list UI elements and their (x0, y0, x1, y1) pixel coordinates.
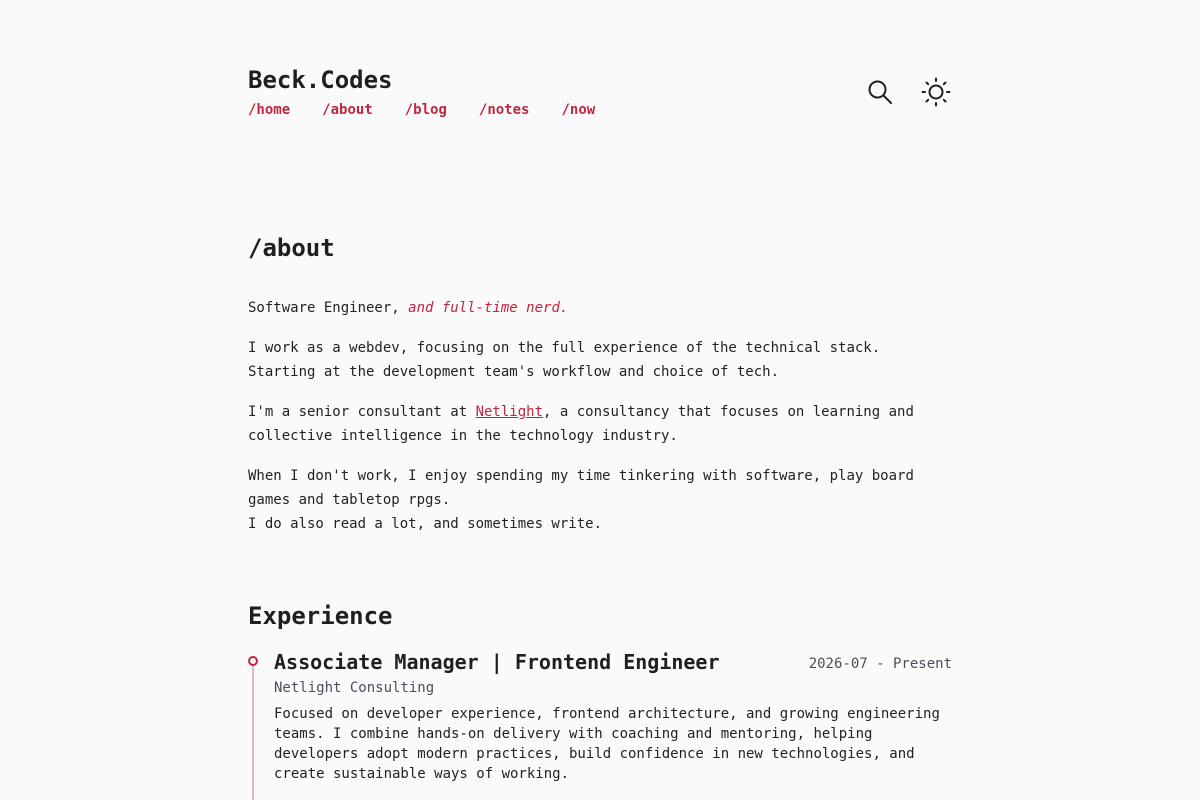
search-icon (867, 79, 893, 105)
consultant-paragraph (248, 400, 952, 448)
job-company: Netlight Consulting (274, 680, 435, 696)
nav-link-about[interactable]: /about (322, 102, 373, 118)
theme-toggle-button[interactable] (920, 76, 952, 108)
experience-heading: Experience (248, 602, 393, 630)
job-date: 2026-07 - Present (808, 656, 952, 672)
nav-link-blog[interactable]: /blog (404, 102, 447, 118)
main-nav (248, 100, 595, 120)
about-section (248, 296, 952, 552)
nav-link-notes[interactable]: /notes (478, 102, 530, 118)
intro-paragraph (248, 296, 952, 320)
consultant-text-before: I'm a senior consultant at (248, 404, 476, 420)
job-description: Focused on developer experience, frontend architecture, and growing engineering teams. I combine hands-on delivery with coaching and mentoring, helping developers adopt modern practices, build confidence in new technologies, and create sustainable ways of working. (274, 706, 940, 782)
nav-link-now[interactable]: /now (561, 102, 596, 118)
nav-link-home[interactable]: /home (248, 102, 291, 118)
intro-text: Software Engineer, (248, 300, 409, 316)
timeline-line (252, 664, 254, 800)
hobbies-paragraph (248, 464, 952, 536)
consultant-text-after: , a consultancy that focuses on learning and collective intelligence in the technology industry. (248, 404, 914, 444)
site-title-link[interactable]: Beck.Codes (248, 66, 393, 94)
work-paragraph: I work as a webdev, focusing on the full experience of the technical stack. Starting at the development team's workflow and choice of tech. (248, 340, 881, 380)
sun-icon (921, 77, 951, 107)
experience-item (274, 648, 952, 784)
intro-accent-text: and full-time nerd. (408, 300, 569, 316)
hobbies-line-2: I do also read a lot, and sometimes write. (248, 516, 603, 532)
netlight-link[interactable]: Netlight (475, 404, 544, 420)
page-title: /about (248, 234, 335, 262)
job-title: Associate Manager | Frontend Engineer (274, 650, 720, 674)
header-actions (864, 76, 952, 108)
search-button[interactable] (864, 76, 896, 108)
timeline-dot (248, 656, 258, 666)
hobbies-line-1: When I don't work, I enjoy spending my time tinkering with software, play board games and tabletop rpgs. (248, 468, 914, 508)
